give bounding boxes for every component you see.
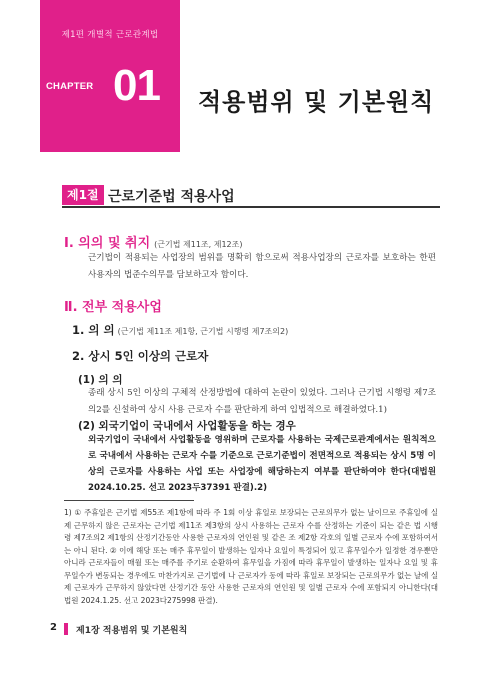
footnote-divider [64, 500, 194, 501]
section-number-badge: 제1절 [62, 185, 104, 205]
sub2-heading: (2) 외국기업이 국내에서 사업활동을 하는 경우 [78, 420, 296, 432]
sub1-paragraph: 종래 상시 5인 이상의 구체적 산정방법에 대하여 논란이 있었다. 그러나 근기법 시행령 제7조의2를 신설하여 상시 사용 근로자 수를 판단하게 하여 입법적으로 해결하였다.1) [88, 388, 436, 415]
item2-heading: 2. 상시 5인 이상의 근로자 [72, 349, 209, 363]
footer-accent-bar [64, 623, 68, 635]
chapter-header-box [40, 0, 180, 152]
item1-heading-text: 1. 의 의 [72, 323, 115, 337]
footnote: 1) ① 주휴일은 근기법 제55조 제1항에 따라 주 1회 이상 휴일로 보장되는 근로의무가 없는 날이므로 주휴일에 실제 근무하지 않은 근로자는 근기법 제11조 제3항의 상시 사용하는 근로자 수를 산정하는 기준이 되는 같은 법 시행령 제7조의2 제1항의 산정기간동안 사용한 근로자의 연인원 및 같은 조 제2항 각호의 일별 근로자 수에 포함하여서는 아니 된다. ② 이에 해당 또는 매주 휴무일이 발생하는 일자나 요일이 특정되어 있고 휴무일수가 일정한 경우뿐만 아니라 근로자들이 매월 또는 매주를 주기로 순환하여 휴무일을 가짐에 따라 휴무일이 발생하는 일자나 요일 및 휴무일수가 변동되는 경우에도 마찬가지로 근기법에 나 근로자가 동에 따라 휴일로 보장되는 근로의무가 없는 날에 실제 근로자가 근무하지 않았다면 산정기간 동안 사용한 근로자의 연인원 및 일별 근로자 수에 포함되지 아니한다(대법원 2024.1.25. 선고 2023다275998 판결). [64, 508, 438, 605]
purpose-paragraph: 근기법이 적용되는 사업장의 범위를 명확히 함으로써 적용사업장의 근로자를 보호하는 한편 사용자의 법준수의무를 담보하고자 함이다. [88, 253, 436, 280]
sub1-heading: (1) 의 의 [78, 374, 123, 386]
sub2-paragraph: 외국기업이 국내에서 사업활동을 영위하며 근로자를 사용하는 국제근로관계에서는 원칙적으로 국내에서 사용하는 근로자 수를 기준으로 근로기준법이 전면적으로 적용되는 상시 5명 이상의 근로자를 사용하는 사업 또는 사업장에 해당하는지 여부를 판단하여야 한다(대법원 2024.10.25. 선고 2023두37391 판결).2) [88, 435, 436, 493]
item1-ref: (근기법 제11조 제1항, 근기법 시행령 제7조의2) [117, 327, 289, 336]
chapter-number: 01 [113, 61, 160, 110]
heading-purpose-text: Ⅰ. 의의 및 취지 [64, 236, 151, 251]
section-heading [62, 184, 440, 208]
item1-heading [72, 322, 288, 338]
chapter-title: 적용범위 및 기본원칙 [198, 88, 435, 116]
section-title: 근로기준법 적용사업 [108, 189, 235, 205]
footer-chapter-title: 제1장 적용범위 및 기본원칙 [76, 626, 188, 636]
heading-purpose [64, 232, 242, 251]
heading-full-application: Ⅱ. 전부 적용사업 [64, 300, 162, 315]
heading-purpose-ref: (근기법 제11조, 제12조) [154, 240, 243, 249]
chapter-word: CHAPTER [46, 81, 94, 92]
page-number: 2 [50, 622, 57, 633]
part-label: 제1편 개별적 근로관계법 [61, 30, 159, 40]
